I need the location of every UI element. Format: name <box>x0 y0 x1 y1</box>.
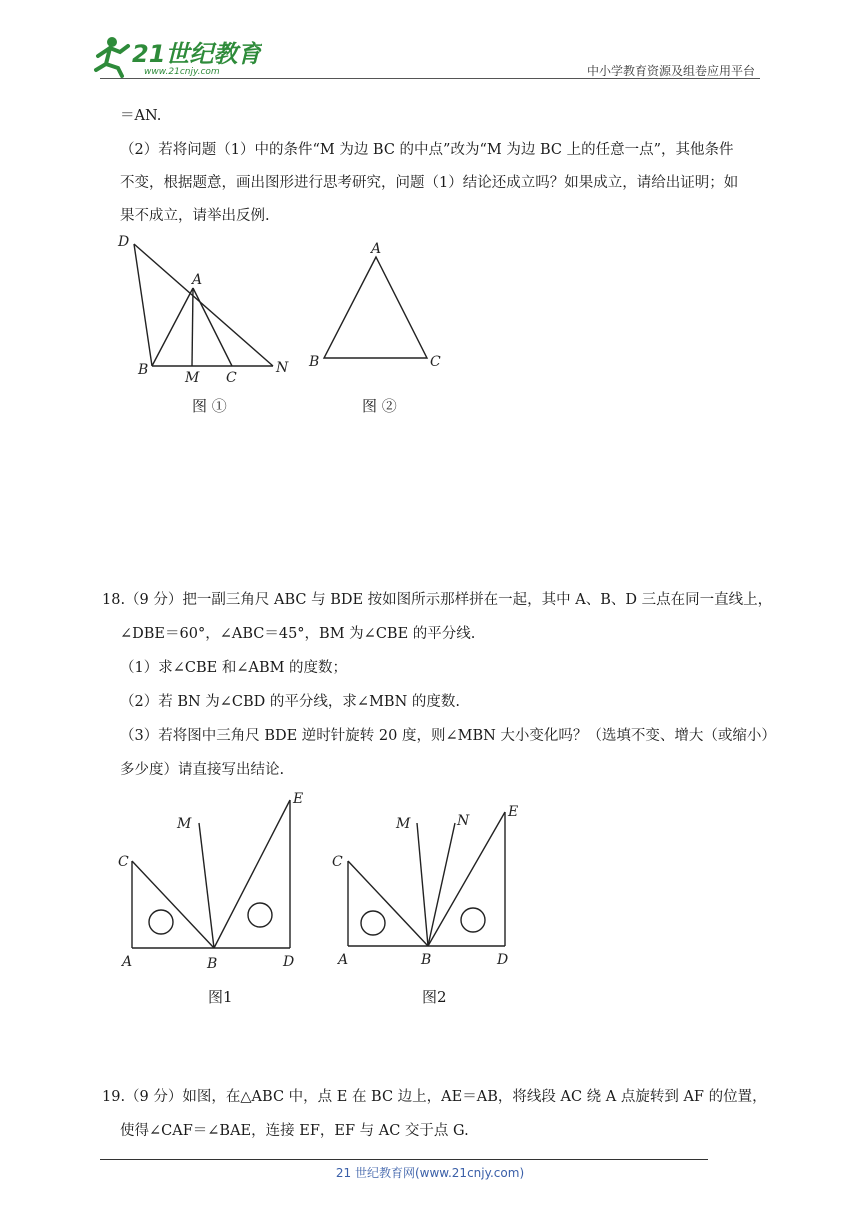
logo-text: 21世纪教育 <box>132 40 262 68</box>
label-M: M <box>396 816 411 832</box>
label-B: B <box>309 354 320 370</box>
q18-part3-line2: 多少度）请直接写出结论. <box>120 762 285 778</box>
q18-fig2-caption: 图2 <box>422 988 447 1006</box>
label-A: A <box>192 272 203 288</box>
q18-figure-1 <box>110 788 320 978</box>
label-E: E <box>508 804 519 820</box>
q18-part2: （2）若 BN 为∠CBD 的平分线，求∠MBN 的度数. <box>120 694 460 710</box>
q18-figure-2 <box>328 798 538 978</box>
header-platform-text: 中小学教育资源及组卷应用平台 <box>586 64 755 78</box>
label-E: E <box>293 791 304 807</box>
site-logo <box>92 34 262 78</box>
label-M: M <box>185 370 200 386</box>
q17-part2-line3: 果不成立，请举出反例. <box>120 208 270 224</box>
q18-part1: （1）求∠CBE 和∠ABM 的度数； <box>120 660 348 676</box>
label-A: A <box>371 241 382 257</box>
label-C: C <box>226 370 237 386</box>
q18-part3-line1: （3）若将图中三角尺 BDE 逆时针旋转 20 度，则∠MBN 大小变化吗？（选填不变、增大（或缩小） <box>120 728 776 744</box>
logo-url: www.21cnjy.com <box>144 67 220 77</box>
q17-figure-2 <box>305 238 455 378</box>
q17-figure-1 <box>110 230 310 390</box>
label-N: N <box>457 813 470 829</box>
label-C: C <box>332 854 343 870</box>
q18-fig1-caption: 图1 <box>208 988 233 1006</box>
label-D: D <box>497 952 509 968</box>
q17-part2-line1: （2）若将问题（1）中的条件“M 为边 BC 的中点”改为“M 为边 BC 上的任意一点”，其他条件 <box>120 142 734 158</box>
running-figure-icon <box>96 37 128 76</box>
q17-fig2-caption: 图 ② <box>362 397 397 415</box>
label-A: A <box>338 952 349 968</box>
footer-divider <box>100 1159 708 1160</box>
q17-fig1-caption: 图 ① <box>192 397 227 415</box>
q19-line2: 使得∠CAF＝∠BAE，连接 EF，EF 与 AC 交于点 G. <box>120 1123 469 1139</box>
label-B: B <box>207 956 218 972</box>
label-D: D <box>118 234 130 250</box>
q18-line1: 18.（9 分）把一副三角尺 ABC 与 BDE 按如图所示那样拼在一起，其中 A、B、D 三点在同一直线上， <box>102 592 773 608</box>
label-B: B <box>421 952 432 968</box>
q17-part2-line2: 不变，根据题意，画出图形进行思考研究，问题（1）结论还成立吗？如果成立，请给出证明；如 <box>120 175 739 191</box>
label-N: N <box>276 360 289 376</box>
label-C: C <box>118 854 129 870</box>
footer-text: 21 世纪教育网(www.21cnjy.com) <box>335 1166 525 1180</box>
header-divider <box>100 78 760 79</box>
q19-line1: 19.（9 分）如图，在△ABC 中，点 E 在 BC 边上，AE＝AB，将线段 AC 绕 A 点旋转到 AF 的位置， <box>102 1089 767 1105</box>
label-C: C <box>430 354 441 370</box>
label-B: B <box>138 362 149 378</box>
q17-line0: ＝AN. <box>120 108 162 124</box>
q18-line2: ∠DBE＝60°，∠ABC＝45°，BM 为∠CBE 的平分线. <box>120 626 476 642</box>
label-D: D <box>283 954 295 970</box>
label-A: A <box>122 954 133 970</box>
label-M: M <box>177 816 192 832</box>
